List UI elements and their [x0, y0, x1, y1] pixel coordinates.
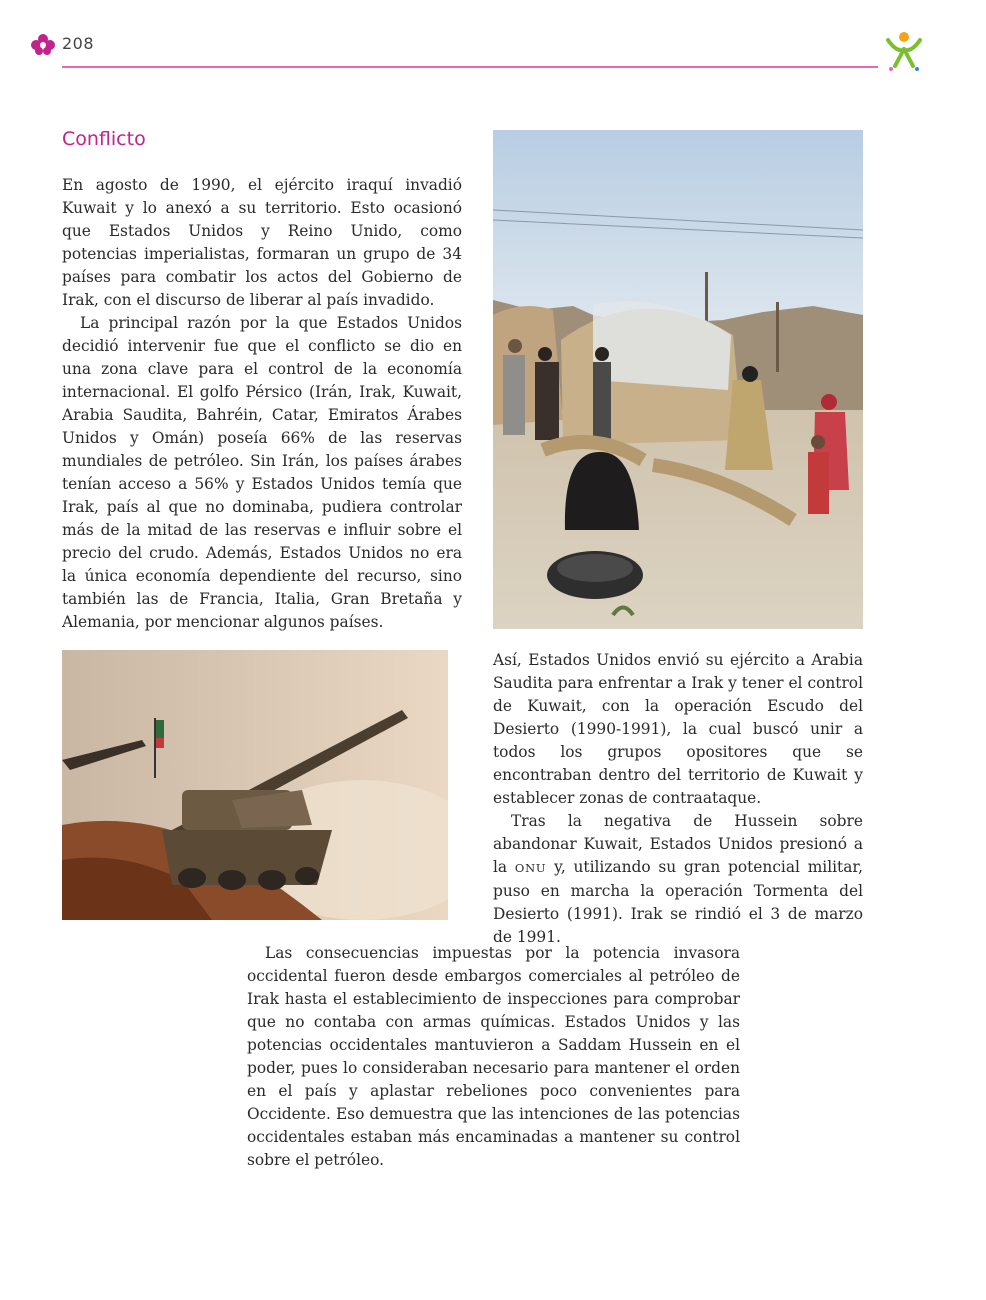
onu-abbreviation: ONU	[514, 861, 547, 875]
header-divider	[62, 66, 878, 68]
camp-photo	[493, 130, 863, 629]
paragraph: En agosto de 1990, el ejército iraquí invadió Kuwait y lo anexó a su territorio. Esto ocasionó que Estados Unidos y Reino Unido, como potencias imperialistas, formaran un grupo de 34 países para combatir los actos del Gobierno de Irak, con el discurso de liberar al país invadido.	[62, 176, 462, 309]
tank-photo	[62, 650, 448, 920]
left-column	[62, 174, 462, 634]
text-run: y, utilizando su gran potencial militar, puso en marcha la operación Tormenta del Desierto (1991). Irak se rindió el 3 de marzo de 1991.	[493, 858, 863, 946]
paragraph: Así, Estados Unidos envió su ejército a Arabia Saudita para enfrentar a Irak y tener el control de Kuwait, con la operación Escudo del Desierto (1990-1991), la cual buscó unir a todos los grupos opositores que se encontraban dentro del territorio de Kuwait y establecer zonas de contraataque.	[493, 651, 863, 807]
bottom-column	[247, 942, 740, 1172]
page-number: 208	[62, 34, 95, 53]
right-column	[493, 649, 863, 949]
paragraph	[493, 810, 863, 949]
paragraph: La principal razón por la que Estados Unidos decidió intervenir fue que el conflicto se dio en una zona clave para el control de la economía internacional. El golfo Pérsico (Irán, Irak, Kuwait, Arabia Saudita, Bahréin, Catar, Emiratos Árabes Unidos y Omán) poseía 66% de las reservas mundiales de petróleo. Sin Irán, los países árabes tenían acceso a 56% y Estados Unidos temía que Irak, país al que no dominaba, pudiera controlar más de la mitad de las reservas e influir sobre el precio del crudo. Además, Estados Unidos no era la única economía dependiente del recurso, sino también las de Francia, Italia, Gran Bretaña y Alemania, por mencionar algunos países.	[62, 314, 462, 631]
text-run: Tras la negativa de Hussein sobre abandonar Kuwait, Estados Unidos presionó a la	[493, 812, 863, 876]
child-logo-icon	[884, 30, 924, 72]
flower-icon	[31, 33, 55, 55]
section-title: Conflicto	[62, 128, 146, 150]
paragraph: Las consecuencias impuestas por la potencia invasora occidental fueron desde embargos comerciales al petróleo de Irak hasta el establecimiento de inspecciones para comprobar que no contaba con armas químicas. Estados Unidos y las potencias occidentales mantuvieron a Saddam Hussein en el poder, pues lo consideraban necesario para mantener el orden en el país y aplastar rebeliones poco convenientes para Occidente. Eso demuestra que las intenciones de las potencias occidentales estaban más encaminadas a mantener su control sobre el petróleo.	[247, 944, 740, 1169]
